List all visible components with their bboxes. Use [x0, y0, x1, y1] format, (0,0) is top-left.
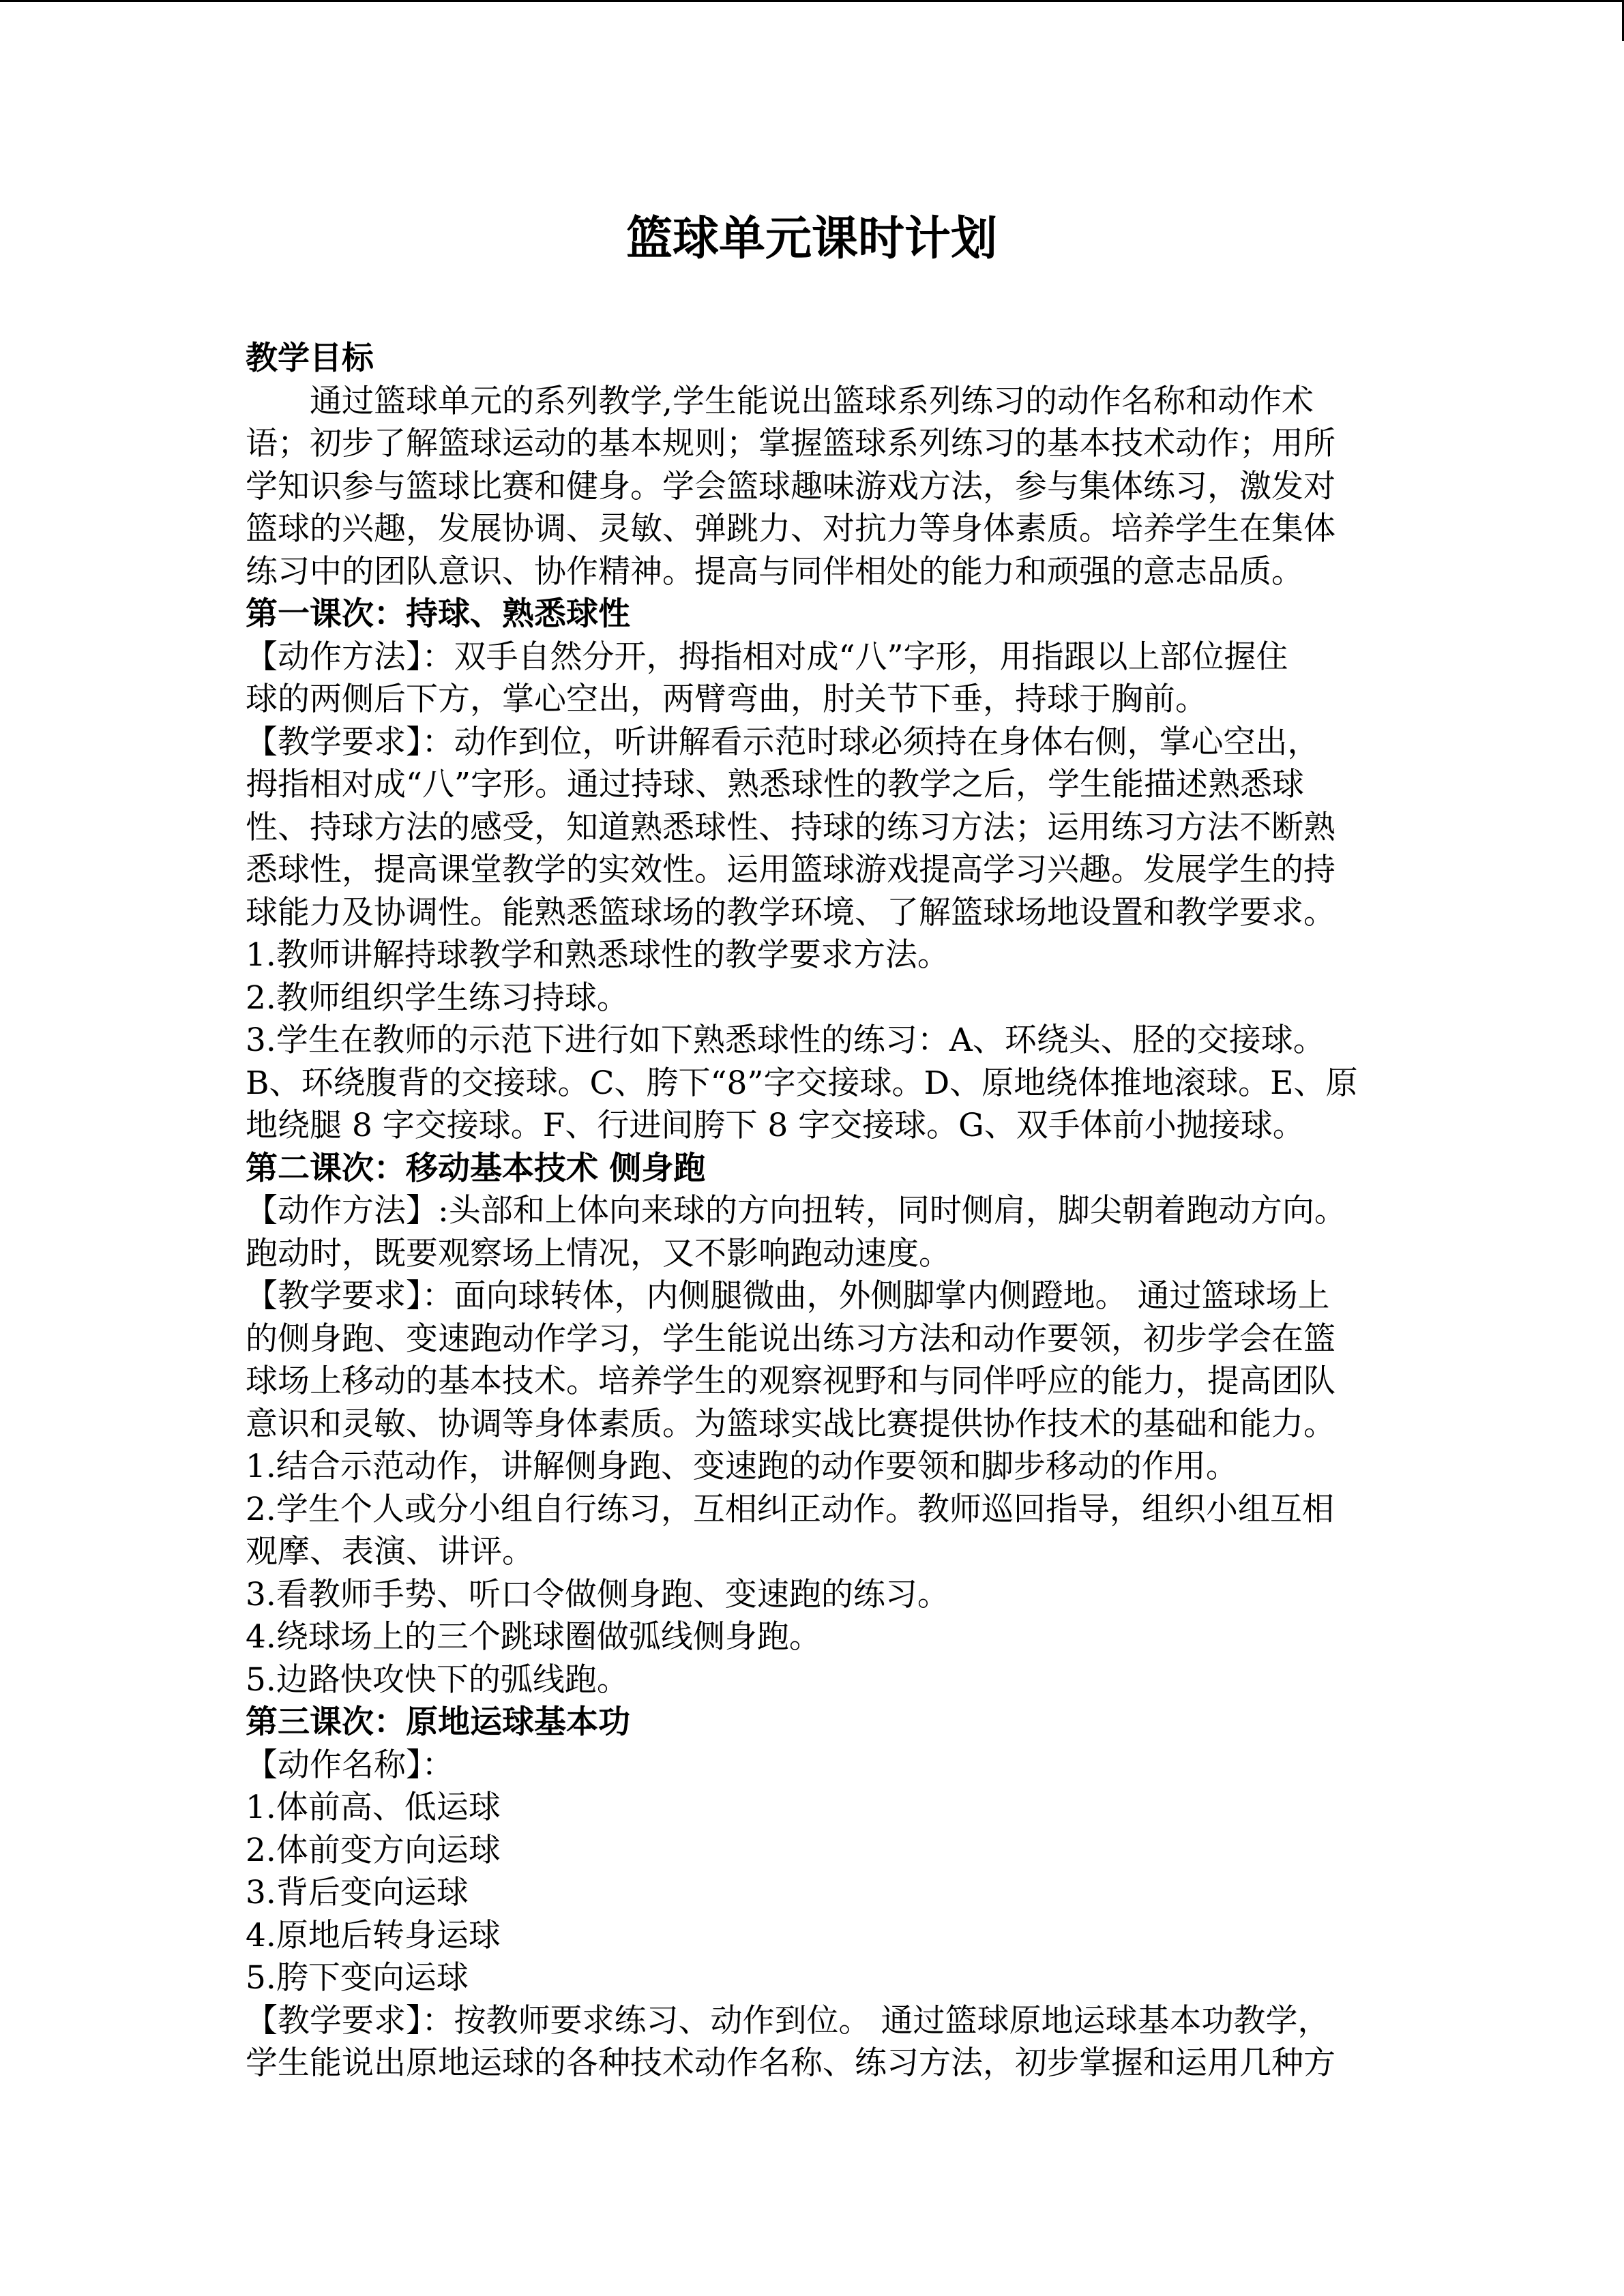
lesson-2-heading: 第二课次：移动基本技术 侧身跑 — [246, 1149, 706, 1187]
paragraph-line: 语；初步了解篮球运动的基本规则；掌握篮球系列练习的基本技术动作；用所 — [246, 425, 1335, 462]
document-title: 篮球单元课时计划 — [625, 211, 997, 266]
lesson-3-heading: 第三课次：原地运球基本功 — [246, 1703, 630, 1741]
list-item: 1.体前高、低运球 — [246, 1789, 501, 1826]
paragraph-line: 【教学要求】：面向球转体，内侧腿微曲，外侧脚掌内侧蹬地。 通过篮球场上 — [246, 1277, 1330, 1315]
list-item: 1.教师讲解持球教学和熟悉球性的教学要求方法。 — [246, 936, 949, 974]
paragraph-line: 篮球的兴趣，发展协调、灵敏、弹跳力、对抗力等身体素质。培养学生在集体 — [246, 510, 1335, 548]
list-item: 4.绕球场上的三个跳球圈做弧线侧身跑。 — [246, 1618, 821, 1656]
lesson-3-section — [246, 1701, 1378, 2085]
paragraph-line: 练习中的团队意识、协作精神。提高与同伴相处的能力和顽强的意志品质。 — [246, 552, 1303, 591]
list-item: 2.学生个人或分小组自行练习，互相纠正动作。教师巡回指导，组织小组互相 — [246, 1490, 1334, 1528]
paragraph-line: 通过篮球单元的系列教学,学生能说出篮球系列练习的动作名称和动作术 — [246, 382, 1314, 420]
objectives-section — [246, 338, 1378, 593]
objectives-heading: 教学目标 — [246, 340, 374, 377]
lesson-2-section — [246, 1148, 1378, 1702]
paragraph-line: 地绕腿 8 字交接球。F、行进间胯下 8 字交接球。G、双手体前小抛接球。 — [246, 1107, 1305, 1144]
paragraph-line: 拇指相对成“八”字形。通过持球、熟悉球性的教学之后，学生能描述熟悉球 — [246, 766, 1305, 803]
paragraph-line: 学生能说出原地运球的各种技术动作名称、练习方法，初步掌握和运用几种方 — [246, 2044, 1335, 2082]
paragraph-line: 观摩、表演、讲评。 — [246, 1533, 534, 1570]
list-item: 3.看教师手势、听口令做侧身跑、变速跑的练习。 — [246, 1575, 949, 1613]
list-item: 2.体前变方向运球 — [246, 1831, 501, 1869]
paragraph-line: 球场上移动的基本技术。培养学生的观察视野和与同伴呼应的能力，提高团队 — [246, 1362, 1335, 1400]
list-item: 3.学生在教师的示范下进行如下熟悉球性的练习：A、环绕头、胫的交接球。 — [246, 1022, 1325, 1059]
paragraph-line: 球的两侧后下方，掌心空出，两臂弯曲，肘关节下垂，持球于胸前。 — [246, 681, 1207, 718]
paragraph-line: 跑动时，既要观察场上情况，又不影响跑动速度。 — [246, 1234, 951, 1272]
list-item: 5.边路快攻快下的弧线跑。 — [246, 1660, 629, 1699]
top-border-line — [0, 0, 1624, 2]
paragraph-line: B、环绕腹背的交接球。C、胯下“8”字交接球。D、原地绕体推地滚球。E、原 — [246, 1064, 1358, 1102]
list-item: 5.胯下变向运球 — [246, 1959, 469, 1997]
paragraph-line: 意识和灵敏、协调等身体素质。为篮球实战比赛提供协作技术的基础和能力。 — [246, 1405, 1335, 1443]
paragraph-line: 【动作方法】:头部和上体向来球的方向扭转，同时侧肩，脚尖朝着跑动方向。 — [246, 1192, 1346, 1229]
list-item: 4.原地后转身运球 — [246, 1916, 501, 1954]
paragraph-line: 球能力及协调性。能熟悉篮球场的教学环境、了解篮球场地设置和教学要求。 — [246, 893, 1335, 931]
paragraph-line: 【教学要求】：动作到位，听讲解看示范时球必须持在身体右侧，掌心空出， — [246, 723, 1320, 761]
paragraph-line: 【动作名称】： — [246, 1746, 454, 1784]
list-item: 3.背后变向运球 — [246, 1874, 469, 1911]
list-item: 1.结合示范动作，讲解侧身跑、变速跑的动作要领和脚步移动的作用。 — [246, 1448, 1238, 1485]
list-item: 2.教师组织学生练习持球。 — [246, 979, 629, 1017]
lesson-1-section — [246, 593, 1378, 1148]
document-page — [246, 198, 1378, 2085]
paragraph-line: 悉球性，提高课堂教学的实效性。运用篮球游戏提高学习兴趣。发展学生的持 — [246, 851, 1335, 889]
paragraph-line: 的侧身跑、变速跑动作学习，学生能说出练习方法和动作要领，初步学会在篮 — [246, 1320, 1335, 1358]
paragraph-line: 【教学要求】：按教师要求练习、动作到位。 通过篮球原地运球基本功教学， — [246, 2001, 1330, 2040]
paragraph-line: 【动作方法】：双手自然分开，拇指相对成“八”字形，用指跟以上部位握住 — [246, 638, 1288, 676]
paragraph-line: 学知识参与篮球比赛和健身。学会篮球趣味游戏方法，参与集体练习，激发对 — [246, 467, 1335, 505]
lesson-1-heading: 第一课次：持球、熟悉球性 — [246, 595, 630, 633]
paragraph-line: 性、持球方法的感受，知道熟悉球性、持球的练习方法；运用练习方法不断熟 — [246, 808, 1335, 846]
